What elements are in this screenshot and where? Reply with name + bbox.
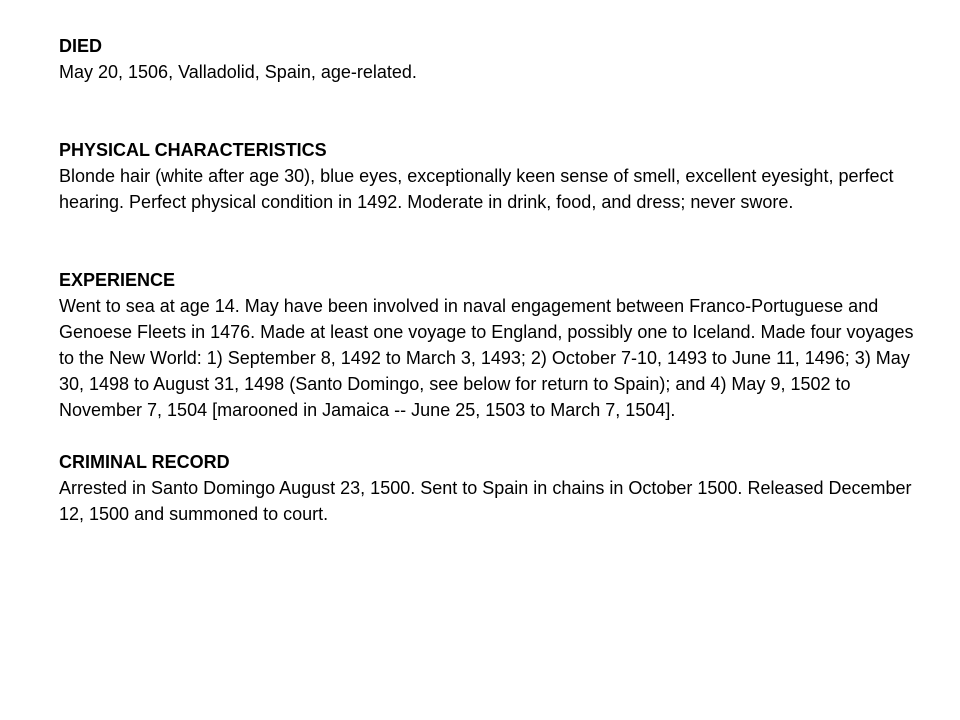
spacer [59,215,919,267]
died-section [59,33,919,85]
experience-heading: EXPERIENCE [59,270,176,290]
criminal-record-heading: CRIMINAL RECORD [59,452,230,472]
spacer [59,423,919,449]
physical-characteristics-text: Blonde hair (white after age 30), blue eyes, exceptionally keen sense of smell, excellent eyesight, perfect hearing. Perfect physical condition in 1492. Moderate in drink, food, and dress; never swore. [59,166,894,212]
criminal-record-text: Arrested in Santo Domingo August 23, 1500. Sent to Spain in chains in October 1500. Released December 12, 1500 and summoned to court. [59,478,912,524]
physical-characteristics-section [59,137,919,215]
died-text: May 20, 1506, Valladolid, Spain, age-related. [59,62,417,82]
died-heading: DIED [59,36,103,56]
document-slide [59,33,919,527]
physical-characteristics-heading: PHYSICAL CHARACTERISTICS [59,140,327,160]
spacer [59,85,919,137]
experience-text: Went to sea at age 14. May have been involved in naval engagement between Franco-Portuguese and Genoese Fleets in 1476. Made at least one voyage to England, possibly one to Iceland. Made four voyages to the New World: 1) September 8, 1492 to March 3, 1493; 2) October 7-10, 1493 to June 11, 1496; 3) May 30, 1498 to August 31, 1498 (Santo Domingo, see below for return to Spain); and 4) May 9, 1502 to November 7, 1504 [marooned in Jamaica -- June 25, 1503 to March 7, 1504]. [59,296,914,420]
criminal-record-section [59,449,919,527]
experience-section [59,267,919,423]
